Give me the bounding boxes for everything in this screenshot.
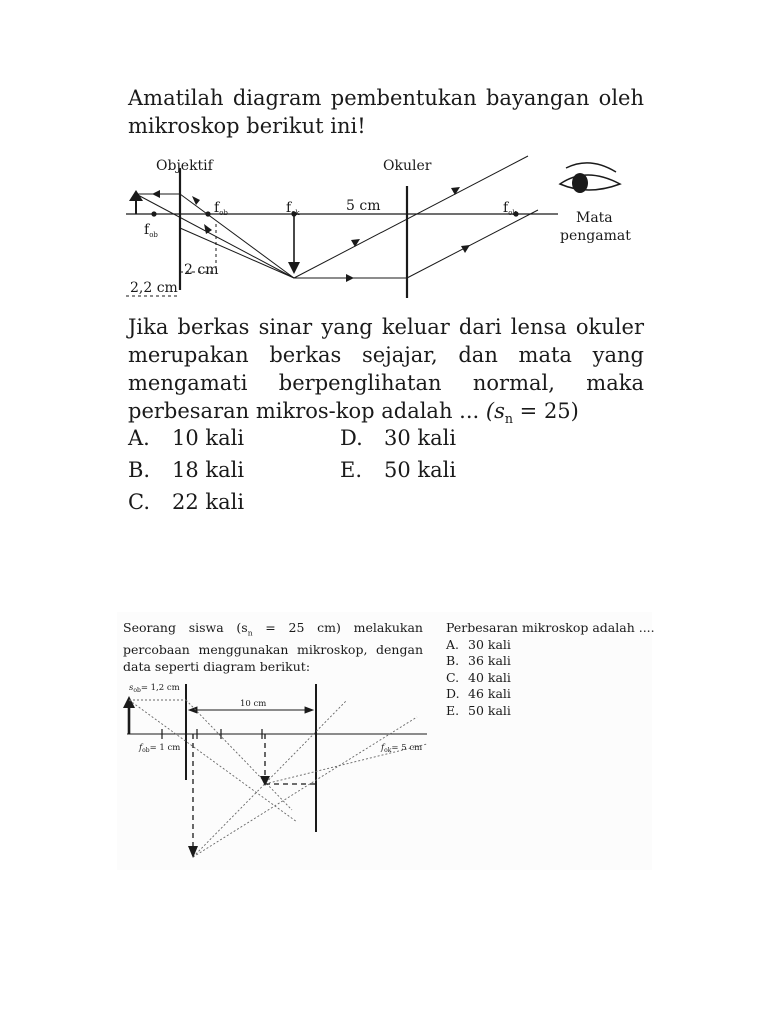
s-ob-label: $s_{ob}= 1,2$ cm — [129, 683, 180, 694]
distance-2cm-label: 2 cm — [184, 262, 219, 278]
distance-10cm-label: 10 cm — [240, 699, 267, 709]
light-rays — [136, 156, 538, 278]
option-c[interactable]: C. 22 kali — [128, 490, 245, 514]
f-ok-label: $f_{ok}$ — [286, 200, 300, 217]
microscope-diagram-1 — [108, 150, 652, 308]
option-a[interactable]: A. 10 kali — [128, 426, 245, 450]
question-1-body-text: Jika berkas sinar yang keluar dari lensa okuler merupakan berkas sejajar, dan mata yang mengamati berpenglihatan normal, maka perbesaran mikros-kop adalah ... — [128, 315, 644, 423]
eye-icon — [560, 163, 620, 193]
eye-label-mata: Mata — [576, 210, 613, 226]
question-1-intro: Amatilah diagram pembentukan bayangan oleh mikroskop berikut ini! — [128, 86, 644, 138]
question-2-text: Seorang siswa ($s_n = 25$ cm) melakukan percobaan menggunakan mikroskop, dengan data seperti diagram berikut: — [123, 620, 423, 674]
f-ok-label-2: $f_{ok}= 5$ cm — [381, 743, 423, 754]
microscope-diagram-2 — [117, 672, 437, 868]
q2-option-b[interactable]: B. 36 kali — [446, 653, 511, 668]
image-guides-2 — [193, 734, 316, 850]
distance-22cm-label: 2,2 cm — [130, 280, 178, 296]
f-ob-left-label: $f_{ob}$ — [144, 222, 158, 239]
q2-option-e[interactable]: E. 50 kali — [446, 702, 511, 718]
ocular-label: Okuler — [383, 158, 432, 174]
q2-option-d[interactable]: D. 46 kali — [446, 686, 511, 701]
option-b[interactable]: B. 18 kali — [128, 458, 245, 482]
option-d[interactable]: D. 30 kali — [340, 426, 457, 450]
question-1-body — [128, 313, 644, 433]
f-ob-label: $f_{ob}$ — [214, 200, 228, 217]
objective-label: Objektif — [156, 158, 213, 174]
final-image-arrowhead — [188, 846, 198, 858]
question-2-prompt: Perbesaran mikroskop adalah .... — [446, 620, 655, 635]
f-ob-label-2: $f_{ob}= 1$ cm — [139, 743, 181, 754]
intermediate-image-arrow — [288, 214, 300, 274]
question-1 — [128, 84, 644, 140]
q2-option-c[interactable]: C. 40 kali — [446, 669, 511, 685]
sn-value: = 25) — [519, 399, 579, 423]
eye-label-pengamat: pengamat — [560, 228, 631, 244]
object-arrow-2 — [123, 696, 135, 734]
distance-5cm-label: 5 cm — [346, 198, 381, 214]
option-e[interactable]: E. 50 kali — [340, 458, 457, 482]
q2-option-a[interactable]: A. 30 kali — [446, 636, 511, 652]
sn-open: (s — [485, 399, 505, 423]
question-2-answers — [446, 620, 656, 719]
f-ok-right-label: $f_{ok}$ — [503, 200, 517, 217]
sn-sub: n — [504, 411, 513, 427]
light-rays-2 — [129, 700, 427, 857]
